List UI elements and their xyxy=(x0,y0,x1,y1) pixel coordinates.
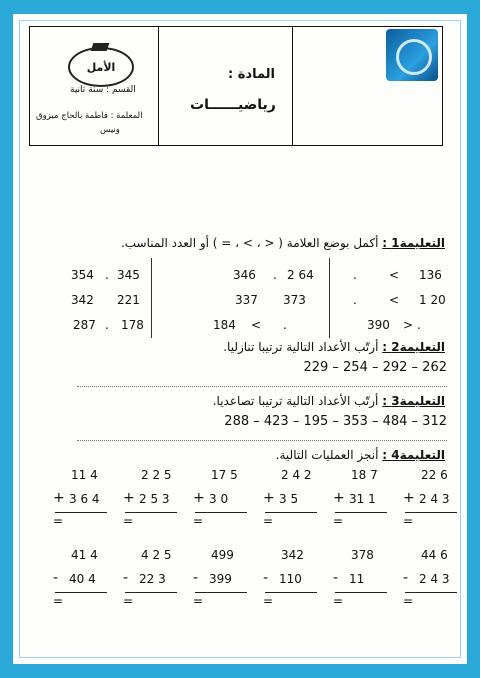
operand-top: 18 7 xyxy=(351,468,378,482)
operand-top: 4 2 5 xyxy=(141,548,172,562)
operand-top: 2 4 2 xyxy=(281,468,312,482)
cmp-value: 287 xyxy=(73,318,96,332)
sum-line xyxy=(125,512,177,513)
task2-title: التعليمة2 : xyxy=(382,340,445,354)
subject-label: المادة : xyxy=(228,67,276,82)
answer-line[interactable] xyxy=(77,386,447,387)
cmp-symbol: > xyxy=(403,318,414,332)
operand-top: 342 xyxy=(281,548,304,562)
task1-instruction: أكمل بوضع العلامة ( < ، > ، = ) أو العدد المناسب. xyxy=(120,236,379,250)
cmp-value: 1 20 xyxy=(419,293,446,307)
task3-heading xyxy=(213,394,445,408)
operator-symbol: - xyxy=(333,570,339,586)
operand-top: 11 4 xyxy=(71,468,98,482)
sum-line xyxy=(335,592,387,593)
class-label: القسم : سنة ثانية xyxy=(70,85,136,95)
cmp-blank[interactable]: . xyxy=(417,318,421,332)
cmp-blank[interactable]: . xyxy=(105,268,109,282)
header-divider-left xyxy=(158,27,159,145)
result-field[interactable]: = xyxy=(333,514,344,528)
header-divider-right xyxy=(292,27,293,145)
operator-symbol: + xyxy=(263,490,275,506)
cmp-blank[interactable]: . xyxy=(353,293,357,307)
result-field[interactable]: = xyxy=(403,594,414,608)
task3-instruction: أرتّب الأعداد التالية ترتيبا تصاعديا. xyxy=(212,394,379,408)
operand-bottom: 3 0 xyxy=(209,492,229,506)
school-logo xyxy=(68,47,134,87)
graduation-cap-icon xyxy=(91,43,110,51)
cmp-symbol: < xyxy=(389,268,400,282)
operand-top: 2 2 5 xyxy=(141,468,172,482)
logo-text: الأمل xyxy=(86,61,116,74)
operand-bottom: 3 6 4 xyxy=(69,492,100,506)
sum-line xyxy=(405,512,457,513)
cmp-value: 346 xyxy=(233,268,256,282)
operator-symbol: + xyxy=(123,490,135,506)
sum-line xyxy=(55,512,107,513)
result-field[interactable]: = xyxy=(263,514,274,528)
operand-bottom: 40 4 xyxy=(69,572,96,586)
result-field[interactable]: = xyxy=(123,514,134,528)
task1-title: التعليمة1 : xyxy=(382,236,445,250)
cmp-blank[interactable]: . xyxy=(273,268,277,282)
operand-bottom: 22 3 xyxy=(139,572,166,586)
task4-heading xyxy=(276,448,445,462)
operator-symbol: + xyxy=(403,490,415,506)
sum-line xyxy=(195,512,247,513)
cmp-value: 390 xyxy=(367,318,390,332)
task4-title: التعليمة4 : xyxy=(382,448,445,462)
operator-symbol: - xyxy=(263,570,269,586)
operator-symbol: + xyxy=(53,490,65,506)
operator-symbol: - xyxy=(193,570,199,586)
operand-top: 499 xyxy=(211,548,234,562)
task4-instruction: أنجز العمليات التالية. xyxy=(275,448,379,462)
teacher-label: المعلمة : فاطمة بالحاج ميزوق xyxy=(36,111,143,121)
result-field[interactable]: = xyxy=(53,594,64,608)
cmp-value: 342 xyxy=(71,293,94,307)
operand-bottom: 399 xyxy=(209,572,232,586)
answer-line[interactable] xyxy=(77,440,447,441)
corner-logo-icon xyxy=(386,29,438,81)
subject-value: رياضيــــــات xyxy=(190,97,276,113)
sum-line xyxy=(125,592,177,593)
task3-numbers: 288 – 423 – 195 – 353 – 484 – 312 xyxy=(224,414,447,429)
task2-numbers: 229 – 254 – 292 – 262 xyxy=(303,360,447,375)
operand-bottom: 2 4 3 xyxy=(419,492,450,506)
sum-line xyxy=(195,592,247,593)
worksheet-page xyxy=(13,14,467,664)
operator-symbol: + xyxy=(193,490,205,506)
cmp-blank[interactable]: . xyxy=(283,318,287,332)
sum-line xyxy=(335,512,387,513)
column-divider-2 xyxy=(329,258,330,338)
operand-bottom: 2 5 3 xyxy=(139,492,170,506)
cmp-value: 345 xyxy=(117,268,140,282)
sum-line xyxy=(55,592,107,593)
operand-top: 44 6 xyxy=(421,548,448,562)
operator-symbol: - xyxy=(123,570,129,586)
cmp-value: 354 xyxy=(71,268,94,282)
result-field[interactable]: = xyxy=(403,514,414,528)
result-field[interactable]: = xyxy=(333,594,344,608)
cmp-value: 373 xyxy=(283,293,306,307)
cmp-value: 337 xyxy=(235,293,258,307)
teacher-label-line2: ونيس xyxy=(100,125,120,135)
result-field[interactable]: = xyxy=(53,514,64,528)
task3-title: التعليمة3 : xyxy=(382,394,445,408)
task2-heading xyxy=(223,340,445,354)
task1-heading xyxy=(121,236,445,250)
cmp-value: 136 xyxy=(419,268,442,282)
cmp-blank[interactable]: . xyxy=(353,268,357,282)
cmp-value: 184 xyxy=(213,318,236,332)
result-field[interactable]: = xyxy=(263,594,274,608)
operand-top: 17 5 xyxy=(211,468,238,482)
cmp-symbol: < xyxy=(389,293,400,307)
operator-symbol: - xyxy=(403,570,409,586)
operand-bottom: 2 4 3 xyxy=(419,572,450,586)
cmp-symbol: < xyxy=(251,318,262,332)
operand-bottom: 110 xyxy=(279,572,302,586)
cmp-value: 178 xyxy=(121,318,144,332)
cmp-value: 221 xyxy=(117,293,140,307)
sum-line xyxy=(405,592,457,593)
column-divider-1 xyxy=(151,258,152,338)
result-field[interactable]: = xyxy=(123,594,134,608)
cmp-value: 2 64 xyxy=(287,268,314,282)
result-field[interactable]: = xyxy=(193,594,204,608)
operator-symbol: - xyxy=(53,570,59,586)
result-field[interactable]: = xyxy=(193,514,204,528)
operand-top: 41 4 xyxy=(71,548,98,562)
cmp-blank[interactable]: . xyxy=(105,318,109,332)
header-box xyxy=(29,26,443,146)
operand-top: 378 xyxy=(351,548,374,562)
sum-line xyxy=(265,512,317,513)
operand-bottom: 11 xyxy=(349,572,365,586)
operator-symbol: + xyxy=(333,490,345,506)
task2-instruction: أرتّب الأعداد التالية ترتيبا تنازليا. xyxy=(223,340,379,354)
operand-bottom: 3 5 xyxy=(279,492,299,506)
operand-top: 22 6 xyxy=(421,468,448,482)
sum-line xyxy=(265,592,317,593)
operand-bottom: 31 1 xyxy=(349,492,376,506)
